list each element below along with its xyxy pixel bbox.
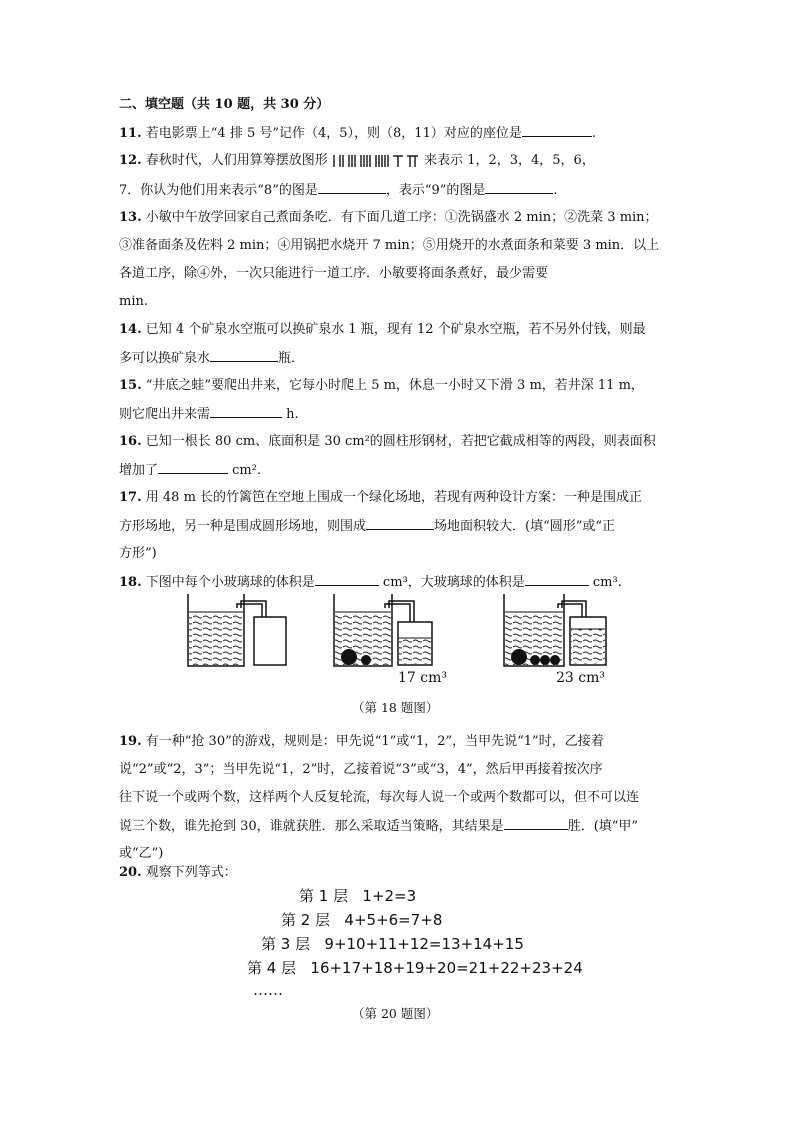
- question-19-line-4: [119, 817, 638, 836]
- layer-label: 第 3 层: [261, 935, 311, 953]
- answer-blank[interactable]: [366, 517, 434, 530]
- question-13-line-2: ③准备面条及佐料 2 min；④用锅把水烧开 7 min；⑤用烧开的水煮面条和菜要 3 min．以上: [119, 238, 660, 253]
- beaker-figure: [182, 590, 612, 690]
- question-14-line-2: [119, 349, 304, 368]
- counting-rods-icon: [332, 154, 420, 168]
- question-text: cm³，大玻璃球的体积是: [382, 575, 525, 590]
- question-text: 方形场地，另一种是围成圆形场地，则围成: [119, 519, 367, 534]
- layer-label: 第 2 层: [281, 911, 331, 929]
- answer-blank[interactable]: [504, 817, 568, 830]
- question-number: 13.: [119, 210, 142, 225]
- question-text-2: 来表示 1，2，3，4，5，6，: [424, 153, 595, 168]
- section-title: 二、填空题（共 10 题，共 30 分）: [119, 97, 330, 112]
- beaker-3-label: 23 cm³: [556, 670, 605, 686]
- answer-blank[interactable]: [210, 405, 282, 418]
- question-13-line-4: min.: [119, 294, 148, 309]
- question-text: ，表示“9”的图是: [385, 183, 486, 198]
- question-11: [119, 124, 596, 143]
- question-text: 用 48 m 长的竹篱笆在空地上围成一个绿化场地，若现有两种设计方案：一种是围成正: [145, 490, 643, 505]
- equation-row-2: [281, 910, 442, 930]
- layer-equation: 16+17+18+19+20=21+22+23+24: [310, 959, 583, 977]
- question-text: 多可以换矿泉水: [119, 351, 211, 366]
- question-text: 各道工序，除④外，一次只能进行一道工序．小敏要将面条煮好，最少需要: [119, 266, 549, 281]
- answer-blank[interactable]: [485, 181, 553, 194]
- question-text: 下图中每个小玻璃球的体积是: [145, 575, 315, 590]
- question-number: 16.: [119, 434, 142, 449]
- equation-row-4: [247, 958, 583, 978]
- question-13-line-3: [119, 265, 548, 283]
- question-text: 小敏中午放学回家自己煮面条吃．有下面几道工序：①洗锅盛水 2 min；②洗菜 3 min；: [145, 210, 658, 225]
- question-number: 19.: [119, 734, 142, 749]
- answer-blank[interactable]: [210, 349, 278, 362]
- question-number: 18.: [119, 575, 142, 590]
- question-13: [119, 209, 658, 227]
- question-text: 场地面积较大．(填“圆形”或“正: [434, 519, 616, 534]
- question-text: “井底之蛙”要爬出井来，它每小时爬上 5 m，休息一小时又下滑 3 m，若井深 11 m，: [145, 378, 644, 393]
- beaker-2: [334, 594, 432, 666]
- question-text: 已知一根长 80 cm、底面积是 30 cm²的圆柱形钢材，若把它截成相等的两段，则表面积: [145, 434, 656, 449]
- question-text: 已知 4 个矿泉水空瓶可以换矿泉水 1 瓶，现有 12 个矿泉水空瓶，若不另外付钱，则最: [145, 322, 646, 337]
- question-12: [119, 152, 595, 170]
- question-number: 17.: [119, 490, 142, 505]
- question-text: cm³.: [592, 575, 622, 590]
- layer-label: 第 1 层: [299, 887, 349, 905]
- question-number: 12.: [119, 153, 142, 168]
- question-text: 增加了: [119, 463, 159, 478]
- question-text: 观察下列等式：: [145, 865, 237, 880]
- question-12-line-2: [119, 181, 558, 200]
- question-17: [119, 489, 642, 507]
- question-15-line-2: [119, 405, 299, 424]
- question-text-end: .: [591, 126, 596, 141]
- question-19: [119, 733, 604, 751]
- answer-blank[interactable]: [525, 573, 589, 586]
- figure-18-caption: （第 18 题图）: [352, 700, 439, 715]
- question-20: [119, 864, 237, 882]
- question-number: 11.: [119, 126, 142, 141]
- question-text: 春秋时代，人们用算筹摆放图形: [145, 153, 328, 168]
- question-17-line-3: 方形”): [119, 546, 157, 561]
- answer-blank[interactable]: [318, 181, 386, 194]
- answer-blank[interactable]: [158, 461, 228, 474]
- layer-equation: 1+2=3: [362, 887, 417, 905]
- question-16: [119, 433, 656, 451]
- question-19-line-3: 往下说一个或两个数，这样两个人反复轮流，每次每人说一个或两个数都可以，但不可以连: [119, 790, 640, 805]
- question-number: 15.: [119, 378, 142, 393]
- question-text: .: [553, 183, 558, 198]
- layer-equation: 4+5+6=7+8: [344, 911, 443, 929]
- figure-20-caption: （第 20 题图）: [352, 1006, 439, 1021]
- answer-blank[interactable]: [315, 573, 379, 586]
- question-text: cm².: [232, 463, 262, 478]
- question-15: [119, 377, 644, 395]
- question-19-line-5: 或“乙”): [119, 846, 164, 861]
- question-16-line-2: [119, 461, 261, 480]
- question-text: 有一种“抢 30”的游戏，规则是：甲先说“1”或“1，2”，当甲先说“1”时，乙接着: [145, 734, 604, 749]
- layer-equation: 9+10+11+12=13+14+15: [324, 935, 524, 953]
- question-17-line-2: [119, 517, 615, 536]
- question-19-line-2: 说“2”或“2，3”；当甲先说“1，2”时，乙接着说“3”或“3，4”，然后甲再接着按次序: [119, 762, 603, 777]
- equation-ellipsis: ……: [253, 981, 283, 999]
- question-text: 则它爬出井来需: [119, 407, 211, 422]
- equation-row-3: [261, 934, 524, 954]
- question-text: 胜．(填“甲”: [567, 819, 639, 834]
- equation-row-1: [299, 886, 416, 906]
- question-number: 14.: [119, 322, 142, 337]
- beaker-2-label: 17 cm³: [398, 670, 447, 686]
- layer-label: 第 4 层: [247, 959, 297, 977]
- beaker-1: [188, 594, 286, 666]
- question-text: 若电影票上“4 排 5 号”记作（4，5），则（8，11）对应的座位是: [145, 126, 522, 141]
- question-number: 20.: [119, 865, 142, 880]
- question-text: 7．你认为他们用来表示“8”的图是: [119, 183, 318, 198]
- question-14: [119, 321, 646, 339]
- question-text: 说三个数，谁先抢到 30，谁就获胜．那么采取适当策略，其结果是: [119, 819, 504, 834]
- question-text: 瓶．: [278, 351, 305, 366]
- answer-blank[interactable]: [522, 124, 592, 137]
- beaker-3: [504, 594, 606, 666]
- question-text: h.: [286, 407, 299, 422]
